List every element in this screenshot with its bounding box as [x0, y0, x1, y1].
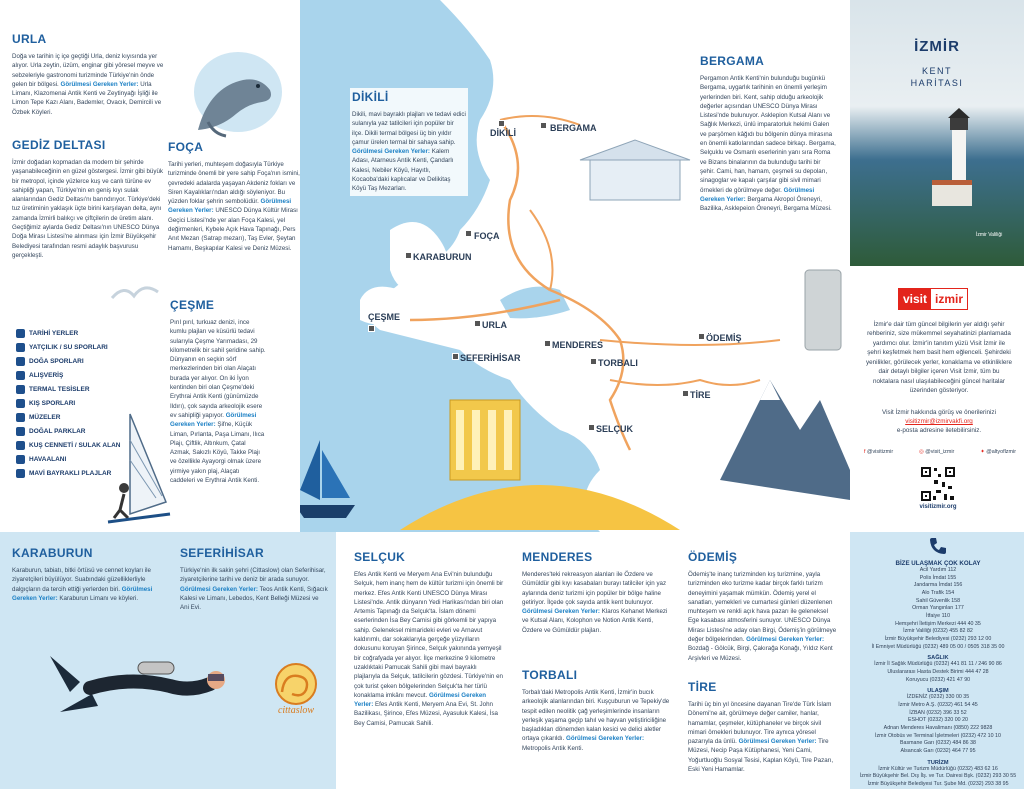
bergama-title: BERGAMA	[700, 54, 765, 68]
selcuk-section	[354, 550, 504, 728]
city-marker	[368, 325, 375, 332]
tourism-list	[856, 766, 1020, 789]
legend-icon	[16, 329, 25, 338]
transit-list	[856, 694, 1020, 755]
urla-title: URLA	[12, 32, 47, 46]
legend-label: KIŞ SPORLARI	[29, 399, 76, 407]
legend-label: MAVİ BAYRAKLI PLAJLAR	[29, 469, 112, 477]
twitter-link[interactable]: ✦ @altyoflzmir	[980, 449, 1016, 455]
legend-label: KUŞ CENNETİ / SULAK ALAN	[29, 441, 121, 449]
visit-email-link[interactable]: visitizmir@izmirvakfi.org	[905, 418, 973, 425]
menderes-title: MENDERES	[522, 550, 593, 564]
legend-icon	[16, 455, 25, 464]
legend-label: TARİHİ YERLER	[29, 329, 79, 337]
contact-line: Hemşehri İletişim Merkezi 444 40 35	[895, 620, 981, 627]
map-label-menderes: MENDERES	[552, 340, 604, 350]
gediz-title: GEDİZ DELTASI	[12, 138, 106, 152]
facebook-icon: f	[864, 449, 867, 455]
facebook-link[interactable]: f @visitizmir	[864, 449, 894, 455]
dikili-section	[350, 88, 468, 196]
tire-body: Tarihi üç bin yıl öncesine dayanan Tire'de Türk İslam Dönemi'ne ait, görülmeye değer camiler, hanlar, hamamlar, çeşmeler, kütüphaneler ve birçok sivil mimari örnekleri bulunuyor. Tire aynıca yöresel pazarıyla da ünlü. Görülmesi Gereken Yerler: Tire Müzesi, Necip Paşa Kütüphanesi, Yeni Cami, Yoğurtluoğlu Sosyal Tesisi, Kaplan Köyü, Tire Pazarı, Eski Yeni Hamamlar.	[688, 701, 834, 774]
contact-line: Orman Yangınları 177	[912, 605, 964, 612]
city-marker	[474, 320, 481, 327]
health-title: SAĞLIK	[927, 655, 949, 662]
legend-icon	[16, 371, 25, 380]
seagull-icon	[110, 278, 170, 308]
selcuk-title: SELÇUK	[354, 550, 406, 564]
twitter-icon: ✦	[980, 449, 987, 455]
contact-line: Koruyucu (0232) 421 47 90	[905, 676, 971, 683]
city-marker	[465, 230, 472, 237]
legend-label: ALIŞVERİŞ	[29, 371, 64, 379]
contact-line: Adnan Menderes Havalimanı (0850) 222 9828	[883, 725, 993, 732]
contact-line: Polis İmdat 155	[919, 574, 957, 581]
bergama-section	[698, 52, 838, 215]
cover-title: İZMİR	[914, 38, 960, 55]
contact-line: İZBAN (0232) 396 33 52	[909, 709, 967, 716]
city-marker	[590, 358, 597, 365]
bergama-body: Pergamon Antik Kenti'nin bulunduğu bugünkü Bergama, uygarlık tarihinin en önemli yerleşim yerlerinden biri. Kent, sahip olduğu arkeolojik değerler açısından UNESCO Dünya Mirası Listesi'nde bulunuyor. Asklepion Kutsal Alanı ve Sağlık Merkezi, ünlü imparatorluk hekimi Galen ve parşömen kâğıdı bu bölgenin dünya mirasına en önemli katkılarından sadece birkaçı. Bergama, Selçuklu ve Osmanlı eserlerinin yanı sıra Roma ve Bizans binalarının da bulunduğu tarihi bir şehir. Cami, han, hamam, çeşmeli su depoları, sinagoglar ve kapalı çarşılar gibi sivil mimari örnekleri de görülmeye değer. Görülmesi Gereken Yerler: Bergama Akropol Öreneyri, Bazilika, Asklepeion Öreneyri, Bergama Müzesi.	[700, 75, 836, 213]
foca-section	[168, 140, 300, 253]
legend-label: HAVAALANI	[29, 455, 67, 463]
city-marker	[405, 252, 412, 259]
site-url[interactable]: visitizmir.org	[919, 504, 957, 510]
health-list	[856, 661, 1020, 684]
legend-icon	[16, 469, 25, 478]
legend-item	[16, 354, 156, 368]
tourism-title: TURİZM	[927, 759, 949, 766]
visit-contact-text: Visit İzmir hakkında görüş ve önerilerinizi	[882, 409, 996, 416]
izmir-logo-text: izmir	[935, 292, 964, 306]
karaburun-title: KARABURUN	[12, 546, 93, 560]
contact-line: İZDENİZ (0232) 330 00 35	[906, 694, 970, 701]
seal-illustration	[178, 42, 284, 142]
legend-label: YATÇILIK / SU SPORLARI	[29, 343, 108, 351]
karaburun-body: Karaburun, tabiatı, bitki örtüsü ve cennet koyları ile ziyaretçileri büyülüyor. Suabındaki güzelliklerliyle dalgıçların da tercih ettiği yerlerden biri. Görülmesi Gereken Yerler: Karaburun Limanı ve köyleri.	[12, 567, 153, 602]
seferihisar-body: Türkiye'nin ilk sakin şehri (Cittaslow) olan Seferihisar, ziyaretçilerine tarihi ve deniz bir arada sunuyor. Görülmesi Gereken Yerler: Teos Antik Kenti, Sığacık Kalesi ve Limanı, Lebedos, Kent Belleği Müzesi ve Ani Evi.	[180, 567, 328, 612]
menderes-section	[522, 550, 672, 635]
cover-subtitle-2: HARİTASI	[910, 78, 964, 88]
cover-credit: İzmir Valiliği	[976, 232, 1003, 238]
torbali-title: TORBALI	[522, 668, 578, 682]
tire-title: TİRE	[688, 680, 717, 694]
legend-icon	[16, 385, 25, 394]
legend-icon	[16, 357, 25, 366]
dikili-title: DİKİLİ	[352, 90, 389, 104]
legend-item	[16, 326, 156, 340]
map-label-odemis: ÖDEMİŞ	[706, 333, 742, 343]
contact-line: Basmane Garı (0232) 484 86 38	[900, 740, 976, 747]
contact-line: Alo Trafik 154	[921, 590, 955, 597]
legend-label: DOĞA SPORLARI	[29, 357, 84, 365]
contact-line: İzmir Kültür ve Turizm Müdürlüğü (0232) 483 62 16	[878, 765, 998, 772]
tire-section	[688, 680, 838, 774]
map-label-bergama: BERGAMA	[550, 123, 597, 133]
legend-item	[16, 368, 156, 382]
contact-line: İl Emniyet Müdürlüğü (0232) 489 05 00 / 0505 318 35 00	[871, 643, 1005, 650]
contact-line: Jandarma İmdat 156	[913, 582, 963, 589]
qr-code-icon[interactable]	[920, 466, 956, 502]
contact-line: İzmir Büyükşehir Bel. Dış İlş. ve Tur. Dairesi Bşk. (0232) 293 30 55	[859, 773, 1017, 780]
instagram-icon: ◎	[919, 449, 926, 455]
map-label-torbali: TORBALI	[598, 358, 638, 368]
cittaslow-text: cittaslow	[277, 705, 315, 716]
seferihisar-section	[180, 546, 328, 612]
torbali-body: Torbalı'daki Metropolis Antik Kenti, İzmir'in bucık arkeolojik alanlarından biri. Kuşçuburun ve Tepekiy'de tespit edilen neolitik çağ yerleşimlerinde insanların yerleşik yaşama geçip tahıl ve hayvan yetiştiriciliğine başladıkları dönemden kalan kesici ve delici aletler ortaya çıkarıldı. Görülmesi Gereken Yerler: Metropolis Antik Kenti.	[522, 689, 670, 752]
gediz-body: İzmir doğadan kopmadan da modern bir şehirde yaşanabileceğinin en güzel göstergesi. İzmir gibi büyük bir metropol, içinde yüzlerce kuş ve canlı türüne ev sahipliği yapan, Türkiye'nin en geniş kıyı sulak alanlarından Gediz Deltası'nı barındırıyor. Türkiye'deki tuz üretiminin yaklaşık üçte birini karşılayan delta, aynı zamanda İzmirli balıkçı ve çiftçilerin de üretim alanı. Geçtiğimiz aylarda Gediz Deltası'nın UNESCO Dünya Doğa Mirası Listesi'ne alınması için İzmir Büyükşehir Belediyesi tarafından resmi adaylık başvurusu gerçekleşti.	[12, 159, 163, 259]
legend-label: MÜZELER	[29, 413, 61, 421]
contact-line: İtfaiye 110	[925, 613, 951, 620]
dikili-body: Dikili, mavi bayraklı plajları ve tedavi edici sulanıyla yaz tatilcileri için popüler bir ilçe. Dikili termal bölgesi üç bin yıldır çamur ürelen termal bir sahaya sahip. Görülmesi Gereken Yerler: Kalem Adası, Atarneus Antik Kenti, Çandarlı Kalesi, Nebiler Köyü, Hayıtlı, Kocaoba'daki kaplıcalar ve Delikitaş Köyü Taş Mezarları.	[352, 111, 466, 193]
visit-izmir-text: İzmir'e dair tüm güncel bilgilerin yer aldığı şehir rehberiniz, size mükemmel seyahatinizi planlamada yardımcı olur. İzmir'in tanıtım yüzü Visit İzmir ile şehri keşfetmek hem basit hem eğlenceli. Şehirdeki yenilikler, görülecek yerler, konaklama ve etkinliklere dair detaylı bilgiler içeren Visit İzmir, tüm bu noktalara nasıl ulaşılabileceğini güncel haritalar üzerinden gösteriyor.	[866, 321, 1012, 395]
odemis-title: ÖDEMİŞ	[688, 550, 738, 564]
odemis-section	[688, 550, 838, 663]
contact-line: Sahil Güvenlik 158	[915, 597, 961, 604]
map-label-urla: URLA	[482, 320, 507, 330]
contact-line: İzmir Büyükşehir Belediyesi Tur. Şube Md. (0232) 293 38 95	[867, 781, 1009, 788]
map-label-seferihisar: SEFERİHİSAR	[460, 353, 521, 363]
visit-contact-text-2: e-posta adresine iletebilirsiniz.	[896, 427, 982, 434]
city-marker	[452, 353, 459, 360]
contact-line: İzmir Büyükşehir Belediyesi (0232) 293 12 00	[884, 636, 992, 643]
map-label-cesme: ÇEŞME	[368, 312, 401, 322]
map-label-karaburun: KARABURUN	[413, 252, 472, 262]
map-label-foca: FOÇA	[474, 231, 500, 241]
legend-icon	[16, 441, 25, 450]
torbali-section	[522, 668, 672, 753]
cittaslow-logo	[262, 660, 330, 716]
contact-line: İzmir İl Sağlık Müdürlüğü (0232) 441 81 11 / 246 90 86	[874, 661, 1002, 668]
map-label-dikili: DİKİLİ	[490, 128, 516, 138]
selcuk-body: Efes Antik Kenti ve Meryem Ana Evi'nin bulunduğu Selçuk, hem inanç hem de kültür turizmi için önemli bir merkez. Efes Antik Kenti UNESCO Dünya Mirası Listesi'nde. Antik dünyanın Yedi Harikası'ndan biri olan Artemis Tapınağı da Selçuk'ta. İslam dönemi eserlerinden İsa Bey Camisi gibi görkemli bir yapıya sahip. Geleneksel mimarideki evleri ve Arnavut kaldırımlı, dar sokaklarıyla gerçeğe yüzyılların dokusunu koruyan Şirince, Selçuk yakınında yemyeşil bir coğrafyada yer alıyor. İlçe merkezine 9 kilometre uzaklıktaki Pamucak Sahili gibi mavi bayraklı plajlarıyla da Selçuk, tatilcilerin gözdesi. Türkiye'nin en çok turist çeken bölgelerinden Selçuk'ta her türlü konaklama imkânı mevcut. Görülmesi Gereken Yerler: Efes Antik Kenti, Meryem Ana Evi, St. John Bazilikası, Şirince, Efes Müzesi, Ayasuluk Kalesi, İsa Bey Camisi, Pamucak Sahili.	[354, 571, 504, 727]
visit-izmir-panel	[856, 266, 1020, 532]
visit-logo-text: visit	[899, 289, 931, 309]
contact-line: ESHOT (0232) 320 00 20	[908, 717, 968, 724]
contact-line: Acil Yardım 112	[919, 567, 957, 573]
seferihisar-title: SEFERİHİSAR	[180, 546, 264, 560]
windsurfer-illustration	[104, 410, 174, 530]
instagram-link[interactable]: ◎ @visit_izmir	[919, 449, 955, 455]
karaburun-section	[12, 546, 162, 603]
gediz-section	[12, 138, 164, 260]
contact-line: İzmir Valiliği (0232) 455 82 82	[903, 628, 973, 635]
cesme-section	[170, 298, 266, 485]
menderes-body: Menderes'teki rekreasyon alanları ile Özdere ve Gümüldür gibi kıyı kasabaları burayı tatilciler için yaz aylarında deniz turizmi için popüler bir bölge haline getiriyor. İlçede çok sayıda antik kent bulunuyor. Görülmesi Gereken Yerler: Klaros Kehanet Merkezi ve Kutsal Alanı, Kolophon ve Notion Antik Kenti, Özdere ve Gümüldür plajları.	[522, 571, 668, 634]
odemis-body: Ödemiş'te inanç turizminden kış turizmine, yayla turizminden eko turizme kadar birçok farklı turizm deneyimini yaşamak mümkün. Ödemiş yerel el sanatları, yemekleri ve cumartesi günleri düzenlenen muhteşem ve renkli açık hava pazarı ile geleneksel Ege kasabası atmosferini sunuyor. UNESCO Dünya Mirası Listesi'ne aday olan Birgi, Ödemiş'in görülmeye değer bölgelerinden. Görülmesi Gereken Yerler: Bozdağ - Gölcük, Birgi, Çakırağa Konağı, Yıldız Kent Arşivleri ve Müzesi.	[688, 571, 837, 662]
lighthouse-illustration	[928, 108, 988, 218]
legend-item	[16, 382, 156, 396]
contact-line: İzmir Otobüs ve Terminal İşletmeleri (0232) 472 10 10	[875, 732, 1001, 739]
contacts-block	[856, 536, 1020, 789]
contacts-title: BİZE ULAŞMAK ÇOK KOLAY	[895, 560, 981, 567]
city-marker	[682, 390, 689, 397]
visit-izmir-logo	[898, 288, 968, 310]
city-marker	[698, 333, 705, 340]
transit-title: ULAŞIM	[927, 688, 949, 695]
city-marker	[588, 424, 595, 431]
urla-body: Doğa ve tarihin iç içe geçtiği Urla, deniz kıyısında yer alıyor. Urla zeytin, üzüm, enginar gibi yöresel meyve ve sebzeleriyle gastronomi turizminde Türkiye'nin önde gelen bir bölgesi. Görülmesi Gereken Yerler: Urla Limanı, Klazomenai Antik Kenti ve Zeytinyağı İşliği ile Limon Tepe Kazı Alanı, Bademler, Ovacık, Demircili ve Özbek Köyleri.	[12, 53, 164, 116]
legend-icon	[16, 343, 25, 352]
city-marker	[498, 120, 505, 127]
legend-icon	[16, 427, 25, 436]
cesme-title: ÇEŞME	[170, 298, 215, 312]
legend-label: DOĞAL PARKLAR	[29, 427, 86, 435]
map-label-tire: TİRE	[690, 390, 711, 400]
cover-panel	[850, 0, 1024, 266]
legend-label: TERMAL TESİSLER	[29, 385, 90, 393]
legend-item	[16, 340, 156, 354]
cover-subtitle-1: KENT	[921, 66, 952, 76]
phone-icon	[928, 536, 948, 556]
legend-icon	[16, 399, 25, 408]
emergency-list	[856, 567, 1020, 651]
cesme-body: Pırıl pırıl, turkuaz denizi, ince kumlu plajları ve küsürlü tedavi sularıyla Çeşme Yarımadası, 29 kilometrelik bir sahil şeridine sahip. Dünyanın en seçkin sörf merkezlerinden biri olan Alaçatı burada yer alıyor. On iki İyon kentinden biri olan Çeşme'deki Erythrai Antik Kenti (günümüzde Ildırı), çok sayıda arkeolojik esere ev sahipliği yapıyor. Görülmesi Gereken Yerler: Şifne, Küçük Liman, Pırlanta, Paşa Limanı, Ilıca Plajı, Çiftlik, Altınkum, Çatal Azmak, Sakızlı Köyü, Takke Plajı ve özellikle Ayayorgi olmak üzere yirmiye yakın plaj, Alaçatı caddeleri ve Erythrai Antik Kenti.	[170, 319, 266, 485]
map-label-selcuk: SELÇUK	[596, 424, 634, 434]
city-marker	[540, 122, 547, 129]
legend-icon	[16, 413, 25, 422]
foca-body: Tarihi yerleri, muhteşem doğasıyla Türkiye turizminde önemli bir yere sahip Foça'nın ismini, çevredeki adalarda yaşayan Akdeniz fokları ve Siren Kayalıkları'ndan aldığı söyleniyor. Bu yüzden foklar şehrin sembolüdür. Görülmesi Gereken Yerler: UNESCO Dünya Kültür Mirası Geçici Listesi'nde yer alan Foça Kalesi, yel değirmenleri, Kybele Açık Hava Tapınağı, Pers Anıt Mezarı (Satrap mezarı), Taş Evler, Şeytan Hamamı, Beşkapılar Kalesi ve Deniz Müzesi.	[168, 161, 300, 252]
social-links	[864, 449, 1016, 455]
legend-item	[16, 396, 156, 410]
foca-title: FOÇA	[168, 140, 204, 154]
contact-line: Alsancak Garı (0232) 464 77 95	[900, 748, 976, 755]
urla-section	[12, 32, 164, 117]
diver-illustration	[40, 636, 240, 730]
contact-line: İzmir Metro A.Ş. (0232) 461 54 45	[898, 702, 978, 709]
city-marker	[544, 340, 551, 347]
contact-line: Uluslararası Hasta Destek Birimi 444 47 28	[887, 669, 989, 676]
